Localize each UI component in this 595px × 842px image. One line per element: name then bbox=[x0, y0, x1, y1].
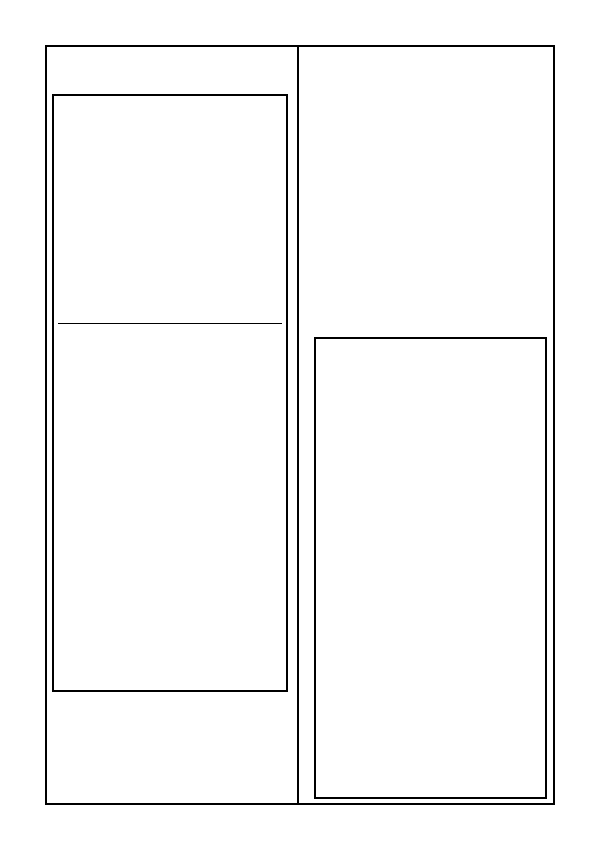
left-paragraph-4 bbox=[58, 237, 282, 277]
left-box-footer bbox=[58, 330, 282, 340]
right-box-heading bbox=[314, 325, 547, 335]
left-paragraph-2 bbox=[58, 145, 282, 185]
right-table-text bbox=[322, 156, 547, 166]
left-paragraph-5 bbox=[58, 283, 282, 324]
right-top-heading bbox=[314, 50, 547, 60]
left-boxed-section bbox=[52, 94, 288, 692]
right-section-heading bbox=[314, 216, 547, 226]
right-table-heading bbox=[314, 142, 547, 152]
left-heading bbox=[52, 80, 288, 90]
left-paragraph-1 bbox=[58, 99, 282, 139]
left-after-box-heading bbox=[52, 704, 288, 714]
right-after-box-text bbox=[314, 612, 547, 622]
right-section-text bbox=[322, 240, 547, 250]
column-divider bbox=[297, 47, 299, 803]
right-boxed-section bbox=[314, 337, 547, 799]
right-top-text bbox=[322, 62, 547, 72]
left-after-box-text bbox=[60, 716, 288, 726]
right-box-text bbox=[320, 342, 541, 352]
left-paragraph-3 bbox=[58, 191, 282, 231]
